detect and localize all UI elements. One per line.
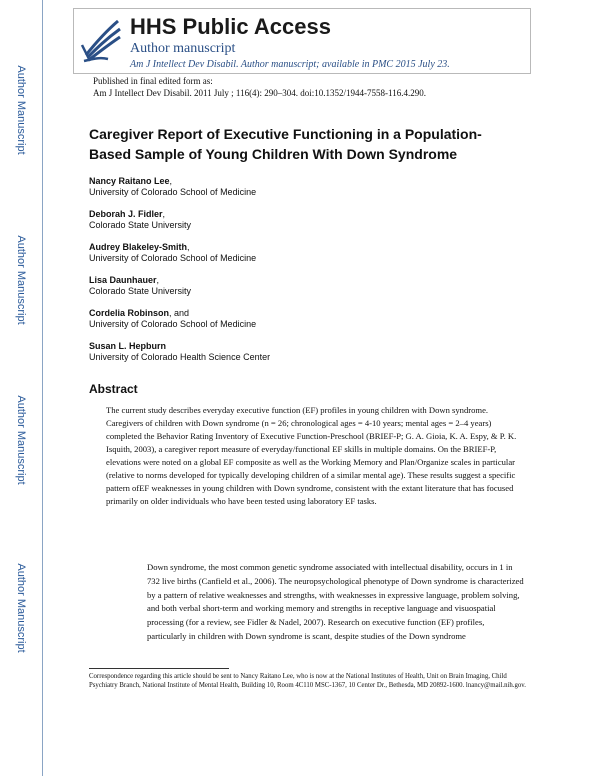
author-suffix: , xyxy=(187,242,190,252)
header-subtitle: Author manuscript xyxy=(130,41,236,56)
author-affiliation: Colorado State University xyxy=(89,220,192,230)
body-paragraph: Down syndrome, the most common genetic syndrome associated with intellectual disability, occurs in 1 in 732 live births (Canfield et al., 2006). The neuropsychological phenotype of Down syndrome is characterized by a pattern of relative weaknesses and strengths, with weaknesses in expressive language, problem solving, and both verbal short-term and working memory and strengths in receptive language and visuospatial processing (for a review, see Fidler & Nadel, 2007). Research on executive function (EF) profiles, particularly in children with Down syndrome is scant, despite studies of the Down syndrome xyxy=(147,562,524,641)
hhs-public-access-header xyxy=(73,8,531,74)
header-title: HHS Public Access xyxy=(130,14,331,39)
abstract-text: The current study describes everyday executive function (EF) profiles in young children with Down syndrome. Caregivers of children with Down syndrome (n = 26; chronological ages = 4-10 years; mental ages = 2–4 years) completed the Behavior Rating Inventory of Executive Function-Preschool (BRIEF-P; G. A. Gioia, K. A. Espy, & P. K. Isquith, 2003), a caregiver report measure of everyday/functional EF skills in multiple domains. On the BRIEF-P, elevations were noted on a global EF composite as well as the Working Memory and Plan/Organize scales in particular (relative to norms developed for typically developing children of a similar mental age). These results suggest a specific pattern ofEF weaknesses in young children with Down syndrome, consistent with the extant literature that has focused primarily on older individuals who have been tested using laboratory EF tasks. xyxy=(106,405,517,506)
hhs-eagle-logo-icon xyxy=(78,15,126,67)
author-entry xyxy=(89,275,509,297)
correspondence-footnote: Correspondence regarding this article should be sent to Nancy Raitano Lee, who is now at the National Institutes of Health, Unit on Brain Imaging, Child Psychiatry Branch, National Institute of Mental Health, Building 10, Room 4C110 MSC-1367, 10 Center Dr., Bethesda, MD 20892-1600. lnancy@mail.nih.gov. xyxy=(89,673,526,689)
author-suffix: , xyxy=(169,176,173,186)
author-affiliation: University of Colorado School of Medicine xyxy=(89,187,257,197)
author-affiliation: University of Colorado School of Medicine xyxy=(89,319,257,329)
author-list xyxy=(89,176,509,374)
author-affiliation: University of Colorado Health Science Center xyxy=(89,352,271,362)
header-citation: Am J Intellect Dev Disabil. Author manuscript; available in PMC 2015 July 23. xyxy=(130,59,450,70)
author-manuscript-sidebar: Author Manuscript Author Manuscript Author Manuscript Author Manuscript xyxy=(0,0,43,776)
author-suffix: , xyxy=(162,209,166,219)
author-entry xyxy=(89,176,509,198)
author-suffix: , xyxy=(156,275,160,285)
author-name: Deborah J. Fidler xyxy=(89,209,163,219)
author-suffix: , and xyxy=(169,308,190,318)
author-name: Nancy Raitano Lee xyxy=(89,176,170,186)
author-affiliation: University of Colorado School of Medicine xyxy=(89,253,257,263)
author-name: Cordelia Robinson xyxy=(89,308,170,318)
author-entry xyxy=(89,341,509,363)
footnote-divider xyxy=(89,668,229,669)
author-name: Lisa Daunhauer xyxy=(89,275,157,285)
abstract-heading: Abstract xyxy=(89,382,138,396)
author-name: Audrey Blakeley-Smith xyxy=(89,242,188,252)
published-citation: Am J Intellect Dev Disabil. 2011 July ; 116(4): 290–304. doi:10.1352/1944-7558-116.4.290. xyxy=(93,88,426,98)
author-entry xyxy=(89,308,509,330)
published-label: Published in final edited form as: xyxy=(93,76,213,86)
author-name: Susan L. Hepburn xyxy=(89,341,167,351)
author-entry xyxy=(89,242,509,264)
article-title: Caregiver Report of Executive Functioning in a Population-Based Sample of Young Children With Down Syndrome xyxy=(89,126,482,162)
author-affiliation: Colorado State University xyxy=(89,286,192,296)
author-entry xyxy=(89,209,509,231)
